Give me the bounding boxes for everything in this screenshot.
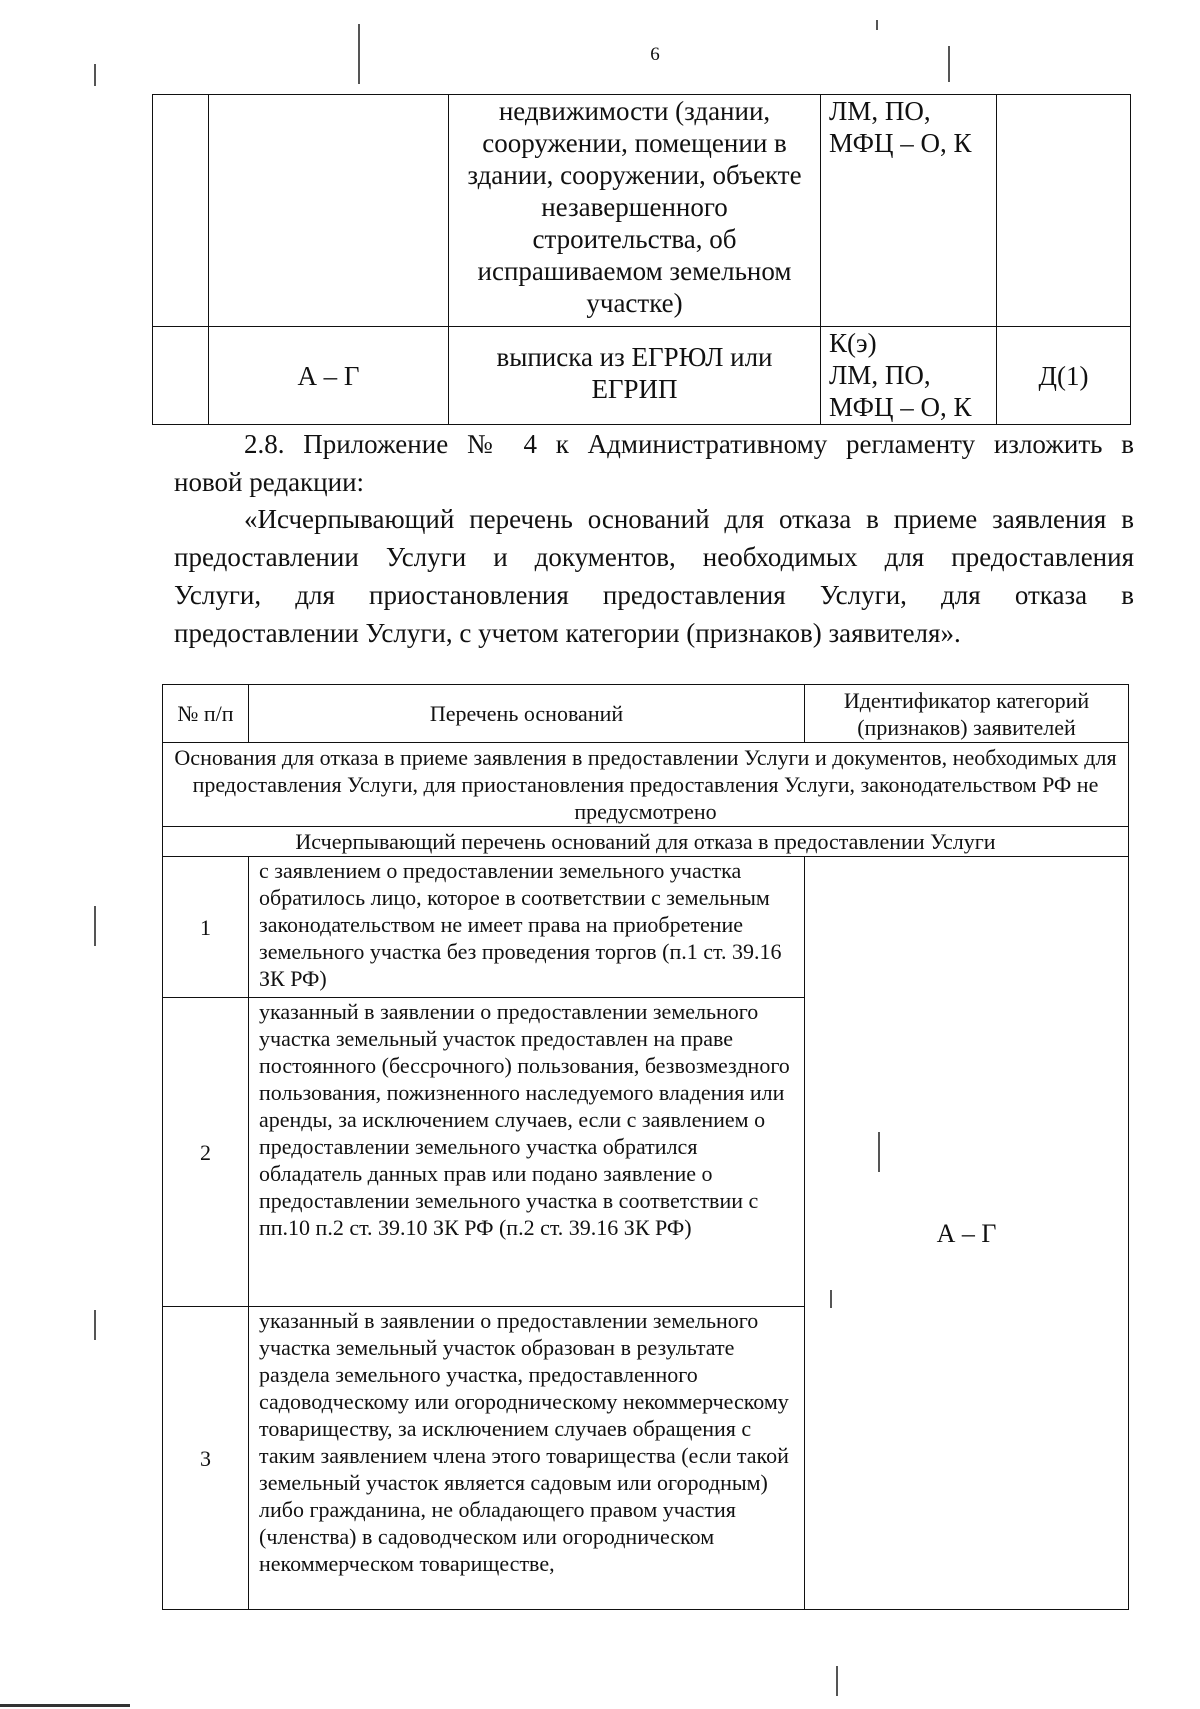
category-cell: А – Г	[209, 327, 449, 425]
paragraph-line: новой редакции:	[174, 467, 365, 497]
mode-line: К(э)	[829, 328, 877, 358]
header-grounds: Перечень оснований	[249, 685, 805, 743]
mode-line: МФЦ – О, К	[829, 128, 972, 158]
mode-line: ЛМ, ПО,	[829, 96, 931, 126]
table-header-row	[163, 685, 1129, 743]
result-cell: Д(1)	[997, 327, 1131, 425]
grounds-table	[162, 684, 1129, 1610]
mode-line: ЛМ, ПО,	[829, 360, 931, 390]
reason-text: указанный в заявлении о предоставлении земельного участка земельный участок образован в результате раздела земельного участка, предоставленного садоводческому или огородническому некоммерческому товариществу, за исключением случаев обращения с таким заявлением члена этого товарищества (если такой земельный участок является садовым или огородным) либо гражданина, не обладающего правом участия (членства) в садоводческом или огородническом некоммерческом товариществе,	[249, 1307, 805, 1610]
scan-edge-line	[0, 1704, 130, 1707]
appendix-title-paragraph	[174, 500, 1134, 652]
row-number: 2	[163, 998, 249, 1307]
paragraph-2-8	[174, 425, 1134, 501]
paragraph-line: 2.8. Приложение № 4 к Административному регламенту изложить в	[244, 429, 1134, 459]
section-heading: Исчерпывающий перечень оснований для отказа в предоставлении Услуги	[163, 827, 1129, 857]
row-number: 3	[163, 1307, 249, 1610]
section-row	[163, 827, 1129, 857]
table-row	[153, 327, 1131, 425]
section-heading: Основания для отказа в приеме заявления в предоставлении Услуги и документов, необходимых для предоставления Услуги, для приостановления предоставления Услуги, законодательством РФ не предусмотрено	[163, 743, 1129, 827]
header-identifier: Идентификатор категорий (признаков) заявителей	[805, 685, 1129, 743]
section-row	[163, 743, 1129, 827]
document-cell: недвижимости (здании, сооружении, помещении в здании, сооружении, объекте незавершенного строительства, об испрашиваемом земельном участке)	[449, 95, 821, 327]
table-row	[153, 95, 1131, 327]
mode-line: МФЦ – О, К	[829, 392, 972, 422]
row-number-cell	[153, 327, 209, 425]
header-number: № п/п	[163, 685, 249, 743]
submission-mode-cell	[821, 327, 997, 425]
result-cell	[997, 95, 1131, 327]
identifier-cell: А – Г	[805, 857, 1129, 1610]
reason-text: с заявлением о предоставлении земельного участка обратилось лицо, которое в соответствии с земельным законодательством не имеет права на приобретение земельного участка без проведения торгов (п.1 ст. 39.16 ЗК РФ)	[249, 857, 805, 998]
submission-mode-cell	[821, 95, 997, 327]
row-number: 1	[163, 857, 249, 998]
table-row	[163, 857, 1129, 998]
page-number: 6	[650, 44, 660, 65]
paragraph-line: Услуги, для приостановления предоставления Услуги, для отказа в	[174, 580, 1134, 610]
documents-continuation-table	[152, 94, 1131, 425]
paragraph-line: предоставлении Услуги и документов, необходимых для предоставления	[174, 542, 1134, 572]
paragraph-line: предоставлении Услуги, с учетом категории (признаков) заявителя».	[174, 618, 961, 648]
paragraph-line: «Исчерпывающий перечень оснований для отказа в приеме заявления в	[244, 504, 1134, 534]
reason-text: указанный в заявлении о предоставлении земельного участка земельный участок предоставлен на праве постоянного (бессрочного) пользования, безвозмездного пользования, пожизненного наследуемого владения или аренды, за исключением случаев, если с заявлением о предоставлении земельного участка обратился обладатель данных прав или подано заявление о предоставлении земельного участка в соответствии с пп.10 п.2 ст. 39.10 ЗК РФ (п.2 ст. 39.16 ЗК РФ)	[249, 998, 805, 1307]
row-number-cell	[153, 95, 209, 327]
category-cell	[209, 95, 449, 327]
document-cell: выписка из ЕГРЮЛ или ЕГРИП	[449, 327, 821, 425]
